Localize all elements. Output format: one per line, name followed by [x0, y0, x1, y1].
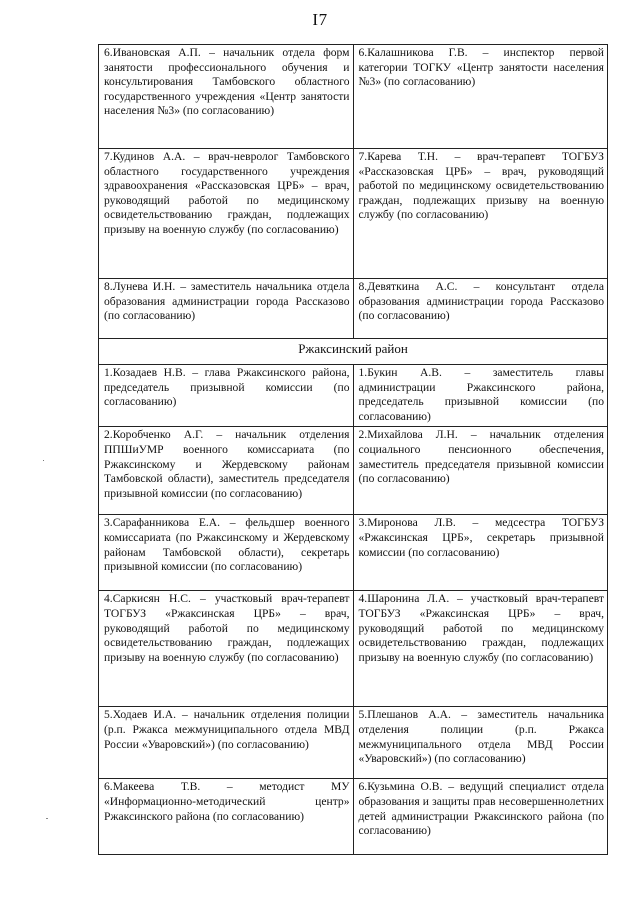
table-row [99, 591, 608, 707]
member-cell-left: 1.Козадаев Н.В. – глава Ржаксинского района, председатель призывной комиссии (по согласованию) [99, 365, 354, 427]
scan-speck [43, 460, 44, 461]
section-title: Ржаксинский район [99, 339, 608, 365]
member-cell-left: 2.Коробченко А.Г. – начальник отделения ППШиУМР военного комиссариата (по Ржаксинскому и Жердевскому районам Тамбовской области), заместитель председателя призывной комиссии (по согласованию) [99, 427, 354, 515]
scan-speck [46, 818, 48, 819]
table-row [99, 515, 608, 591]
member-cell-right: 8.Девяткина А.С. – консультант отдела образования администрации города Рассказово (по согласованию) [353, 279, 608, 339]
member-cell-left: 4.Саркисян Н.С. – участковый врач-терапевт ТОГБУЗ «Ржаксинская ЦРБ» – врач, руководящий работой по медицинскому освидетельствованию граждан, подлежащих призыву на военную службу (по согласованию) [99, 591, 354, 707]
section-row [99, 339, 608, 365]
member-cell-left: 3.Сарафанникова Е.А. – фельдшер военного комиссариата (по Ржаксинскому и Жердевскому районам Тамбовской области), секретарь призывной комиссии (по согласованию) [99, 515, 354, 591]
member-cell-right: 5.Плешанов А.А. – заместитель начальника отделения полиции (р.п. Ржакса межмуниципального отдела МВД России «Уваровский») (по согласованию) [353, 707, 608, 779]
table-row [99, 707, 608, 779]
member-cell-right: 6.Калашникова Г.В. – инспектор первой категории ТОГКУ «Центр занятости населения №3» (по согласованию) [353, 45, 608, 149]
member-cell-right: 3.Миронова Л.В. – медсестра ТОГБУЗ «Ржаксинская ЦРБ», секретарь призывной комиссии (по согласованию) [353, 515, 608, 591]
member-cell-left: 6.Макеева Т.В. – методист МУ «Информационно-методический центр» Ржаксинского района (по согласованию) [99, 779, 354, 855]
table-row [99, 365, 608, 427]
member-cell-right: 7.Карева Т.Н. – врач-терапевт ТОГБУЗ «Рассказовская ЦРБ» – врач, руководящий работой по медицинскому освидетельствованию граждан, подлежащих призыву на военную службу (по согласованию) [353, 149, 608, 279]
member-cell-left: 7.Кудинов А.А. – врач-невролог Тамбовского областного государственного учреждения здравоохранения «Рассказовская ЦРБ» – врач, руководящий работой по медицинскому освидетельствованию граждан, подлежащих призыву на военную службу (по согласованию) [99, 149, 354, 279]
member-cell-right: 6.Кузьмина О.В. – ведущий специалист отдела образования и защиты прав несовершеннолетних детей администрации Ржаксинского района (по согласованию) [353, 779, 608, 855]
table-row [99, 779, 608, 855]
table-row [99, 45, 608, 149]
member-cell-left: 5.Ходаев И.А. – начальник отделения полиции (р.п. Ржакса межмуниципального отдела МВД России «Уваровский») (по согласованию) [99, 707, 354, 779]
member-cell-right: 1.Букин А.В. – заместитель главы администрации Ржаксинского района, председатель призывной комиссии (по согласованию) [353, 365, 608, 427]
table-row [99, 427, 608, 515]
page-number: I7 [312, 10, 328, 29]
member-cell-right: 4.Шаронина Л.А. – участковый врач-терапевт ТОГБУЗ «Ржаксинская ЦРБ» – врач, руководящий работой по медицинскому освидетельствованию граждан, подлежащих призыву на военную службу (по согласованию) [353, 591, 608, 707]
member-cell-left: 6.Ивановская А.П. – начальник отдела форм занятости профессионального обучения и консультирования Тамбовского областного государственного учреждения «Центр занятости населения №3» (по согласованию) [99, 45, 354, 149]
member-cell-left: 8.Лунева И.Н. – заместитель начальника отдела образования администрации города Рассказово (по согласованию) [99, 279, 354, 339]
table-row [99, 279, 608, 339]
commission-table [98, 44, 608, 855]
table-row [99, 149, 608, 279]
member-cell-right: 2.Михайлова Л.Н. – начальник отделения социального пенсионного обеспечения, заместитель председателя призывной комиссии (по согласованию) [353, 427, 608, 515]
